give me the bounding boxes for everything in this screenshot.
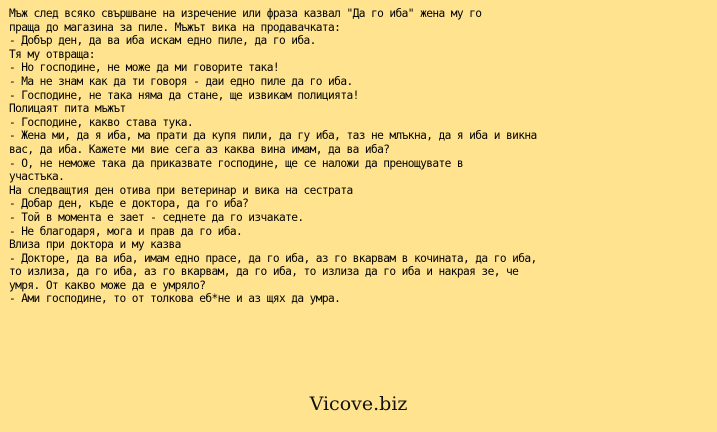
joke-line: - Не благодаря, мога и прав да го иба. [9,224,243,238]
joke-line: - Добар ден, къде е доктора, да го иба? [9,197,249,211]
joke-line: участъка. [9,170,65,184]
joke-line: Полицаят пита мъжът [9,102,126,116]
joke-line: - Ма не знам как да ти говоря - даи едно пиле да го иба. [9,74,353,88]
joke-line: - Но господине, не може да ми говорите така! [9,61,279,75]
joke-line: умря. От какво може да е умряло? [9,278,206,292]
joke-line: Тя му отвраща: [9,47,95,61]
joke-line: На следващтия ден отива при ветеринар и вика на сестрата [9,183,353,197]
joke-line: - О, не неможе така да приказвате господине, ще се наложи да пренощувате в [9,156,464,170]
site-credit: Vicove.biz [309,393,408,415]
joke-line: - Ами господине, то от толкова еб*не и аз щях да умра. [9,292,341,306]
joke-text [9,7,709,306]
joke-line: - Господине, какво става тука. [9,115,194,129]
joke-line: - Господине, не така няма да стане, ще извикам полицията! [9,88,359,102]
joke-line: то излиза, да го иба, аз го вкарвам, да го иба, то излиза да го иба и накрая зе, че [9,265,519,279]
joke-line: - Добър ден, да ва иба искам едно пиле, да го иба. [9,34,316,48]
joke-line: Мъж след всяко свършване на изречение или фраза казвал "Да го иба" жена му го [9,7,482,20]
joke-line: - Той в момента е зает - седнете да го изчакате. [9,210,304,224]
joke-line: Влиза при доктора и му казва [9,238,181,252]
joke-line: праща до магазина за пиле. Мъжът вика на продавачката: [9,20,341,34]
joke-line: - Докторе, да ва иба, имам едно прасе, да го иба, аз го вкарвам в кочината, да го иба, [9,251,537,265]
joke-line: - Жена ми, да я иба, ма прати да купя пили, да гу иба, таз не млъкна, да я иба и викна [9,129,537,143]
joke-line: вас, да иба. Кажете ми вие сега аз каква вина имам, да ва иба? [9,142,390,156]
